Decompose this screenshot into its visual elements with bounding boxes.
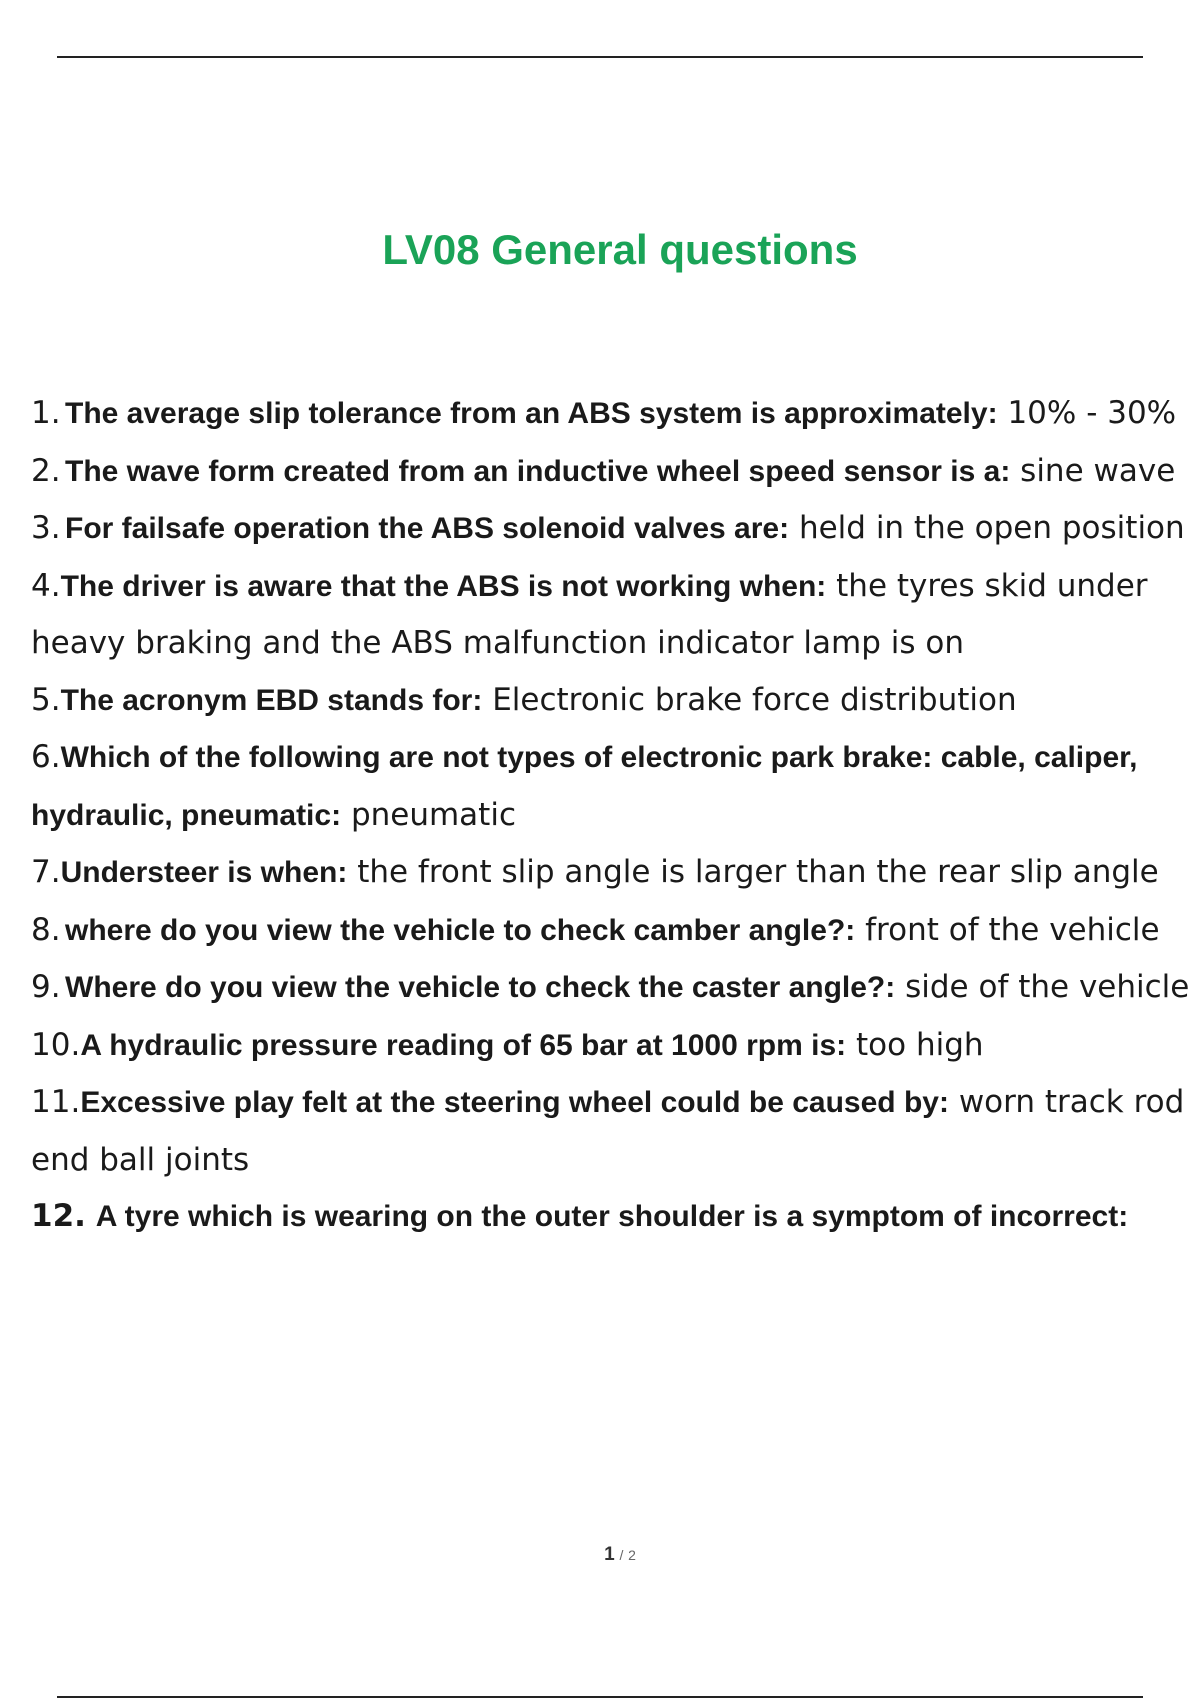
answer-text: pneumatic xyxy=(350,796,516,833)
question-number: 5. xyxy=(31,681,61,718)
question-text: Which of the following are not types of electronic park brake: cable, caliper, hydraulic, pneumatic: xyxy=(31,741,1138,832)
question-text: The acronym EBD stands for: xyxy=(60,683,483,717)
question-number: 4. xyxy=(31,567,61,604)
answer-text: too high xyxy=(856,1026,984,1063)
answer-text: the tyres skid under heavy braking and the ABS malfunction indicator lamp is on xyxy=(31,567,1148,661)
answer-text: front of the vehicle xyxy=(865,911,1160,948)
answer-text: 10% - 30% xyxy=(1007,395,1177,431)
page-separator: / xyxy=(619,1547,624,1563)
question-item-9 xyxy=(31,959,1200,1017)
question-number: 9. xyxy=(31,969,61,1005)
page-indicator xyxy=(0,1544,1200,1566)
question-text: The driver is aware that the ABS is not working when: xyxy=(60,569,827,603)
question-number: 12. xyxy=(31,1198,86,1234)
question-text: where do you view the vehicle to check camber angle?: xyxy=(65,913,856,947)
question-item-1 xyxy=(31,385,1200,443)
question-item-6 xyxy=(31,729,1200,844)
question-item-4 xyxy=(31,558,1200,672)
bottom-rule xyxy=(57,1696,1143,1698)
question-text: Where do you view the vehicle to check the caster angle?: xyxy=(65,971,896,1004)
document-title: LV08 General questions xyxy=(382,226,858,273)
question-number: 7. xyxy=(31,854,61,890)
question-list xyxy=(31,385,1200,1246)
question-item-3 xyxy=(31,500,1200,558)
page-total: 2 xyxy=(628,1547,636,1563)
question-number: 1. xyxy=(31,395,61,431)
question-item-7 xyxy=(31,844,1200,902)
question-text: A hydraulic pressure reading of 65 bar at 1000 rpm is: xyxy=(80,1028,847,1062)
question-item-11 xyxy=(31,1074,1200,1188)
question-text: Understeer is when: xyxy=(60,856,348,889)
answer-text: side of the vehicle xyxy=(905,969,1190,1005)
question-number: 11. xyxy=(31,1084,81,1120)
question-item-12 xyxy=(31,1188,1200,1246)
question-item-2 xyxy=(31,443,1200,501)
question-number: 10. xyxy=(31,1026,81,1063)
answer-text: the front slip angle is larger than the rear slip angle xyxy=(357,854,1159,890)
question-text: For failsafe operation the ABS solenoid valves are: xyxy=(65,512,790,545)
question-text: The wave form created from an inductive wheel speed sensor is a: xyxy=(65,454,1011,488)
answer-text: worn track rod end ball joints xyxy=(31,1084,1185,1178)
answer-text: Electronic brake force distribution xyxy=(492,681,1017,718)
answer-text: held in the open position xyxy=(798,510,1185,546)
question-item-5 xyxy=(31,672,1200,730)
page-current: 1 xyxy=(604,1544,615,1565)
question-item-8 xyxy=(31,902,1200,960)
question-number: 6. xyxy=(31,739,61,775)
question-number: 3. xyxy=(31,510,61,546)
question-number: 2. xyxy=(31,452,61,489)
answer-text: sine wave xyxy=(1020,452,1176,489)
question-item-10 xyxy=(31,1017,1200,1075)
question-text: A tyre which is wearing on the outer shoulder is a symptom of incorrect: xyxy=(95,1200,1129,1233)
question-number: 8. xyxy=(31,911,61,948)
question-text: The average slip tolerance from an ABS system is approximately: xyxy=(65,397,998,430)
top-rule xyxy=(57,56,1143,58)
question-text: Excessive play felt at the steering wheel could be caused by: xyxy=(80,1086,949,1119)
